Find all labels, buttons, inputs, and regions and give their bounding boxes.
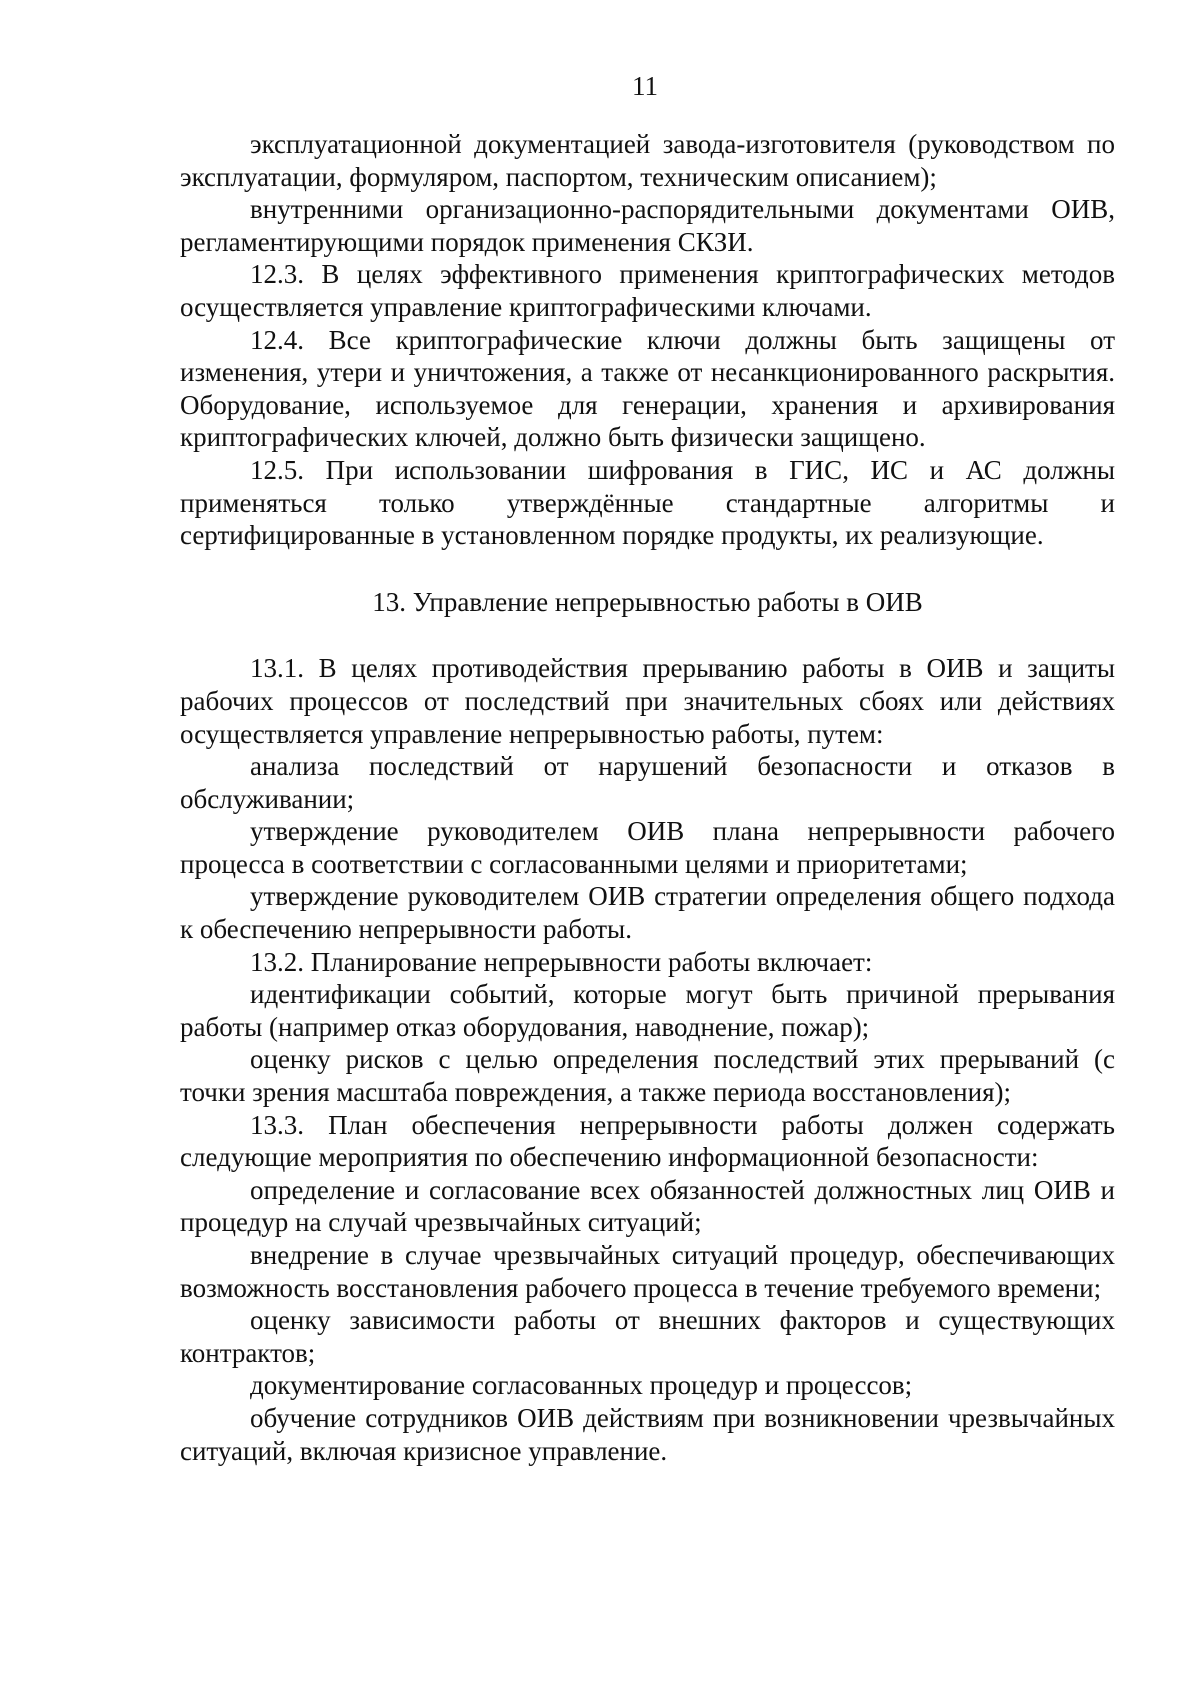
paragraph-risk-assessment: оценку рисков с целью определения последствий этих прерываний (с точки зрения масштаба повреждения, а также периода восстановления); [180, 1044, 1115, 1108]
paragraph-12-5: 12.5. При использовании шифрования в ГИС, ИС и АС должны применяться только утверждённые стандартные алгоритмы и сертифицированные в установленном порядке продукты, их реализующие. [180, 454, 1115, 551]
page-number: 11 [632, 71, 658, 101]
paragraph-procedures: внедрение в случае чрезвычайных ситуаций процедур, обеспечивающих возможность восстановления рабочего процесса в течение требуемого времени; [180, 1240, 1115, 1303]
paragraph-training: обучение сотрудников ОИВ действиям при возникновении чрезвычайных ситуаций, включая кризисное управление. [180, 1402, 1115, 1466]
paragraph-responsibilities: определение и согласование всех обязанностей должностных лиц ОИВ и процедур на случай чрезвычайных ситуаций; [180, 1174, 1115, 1238]
paragraph-documentation: документирование согласованных процедур и процессов; [250, 1370, 913, 1401]
paragraph-plan-approval: утверждение руководителем ОИВ плана непрерывности рабочего процесса в соответствии с согласованными целями и приоритетами; [180, 816, 1115, 879]
paragraph-13-3: 13.3. План обеспечения непрерывности работы должен содержать следующие мероприятия по обеспечению информационной безопасности: [180, 1109, 1115, 1173]
paragraph-strategy-approval: утверждение руководителем ОИВ стратегии определения общего подхода к обеспечению непрерывности работы. [180, 881, 1115, 945]
paragraph-13-1: 13.1. В целях противодействия прерыванию работы в ОИВ и защиты рабочих процессов от последствий при значительных сбоях или действиях осуществляется управление непрерывностью работы, путем: [180, 653, 1115, 749]
section-heading-13: 13. Управление непрерывностью работы в ОИВ [372, 586, 923, 617]
paragraph-operational-docs: эксплуатационной документацией завода-изготовителя (руководством по эксплуатации, формуляром, паспортом, техническим описанием); [180, 129, 1115, 192]
paragraph-12-4: 12.4. Все криптографические ключи должны быть защищены от изменения, утери и уничтожения, а также от несанкционированного раскрытия. Оборудование, используемое для генерации, хранения и архивирования криптографических ключей, должно быть физически защищено. [180, 324, 1115, 453]
document-body [180, 128, 1115, 1467]
paragraph-12-3: 12.3. В целях эффективного применения криптографических методов осуществляется управление криптографическими ключами. [180, 259, 1115, 322]
paragraph-internal-docs: внутренними организационно-распорядительными документами ОИВ, регламентирующими порядок применения СКЗИ. [180, 194, 1115, 257]
paragraph-dependency-assessment: оценку зависимости работы от внешних факторов и существующих контрактов; [180, 1305, 1115, 1368]
paragraph-13-2: 13.2. Планирование непрерывности работы включает: [250, 946, 873, 977]
paragraph-event-identification: идентификации событий, которые могут быть причиной прерывания работы (например отказ оборудования, наводнение, пожар); [180, 979, 1115, 1042]
paragraph-analysis: анализа последствий от нарушений безопасности и отказов в обслуживании; [180, 751, 1115, 814]
